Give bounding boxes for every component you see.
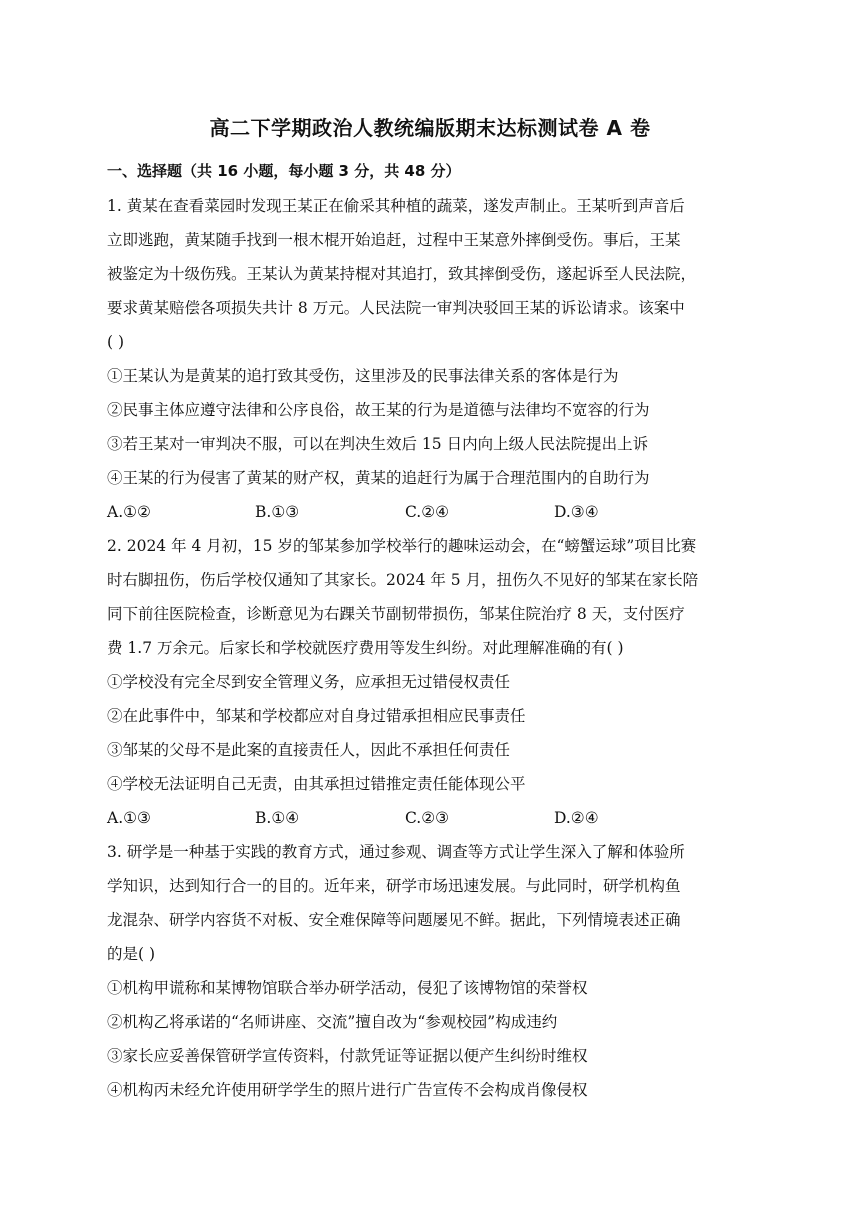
option-d: D.③④ [554, 503, 599, 521]
statement-1: ①王某认为是黄某的追打致其受伤，这里涉及的民事法律关系的客体是行为 [107, 367, 619, 385]
question-list [107, 189, 752, 1107]
answer-options [107, 801, 752, 835]
question-2 [107, 529, 752, 835]
statement-4: ④王某的行为侵害了黄某的财产权，黄某的追赶行为属于合理范围内的自助行为 [107, 469, 650, 487]
question-stem-line: 学知识，达到知行合一的目的。近年来，研学市场迅速发展。与此同时，研学机构鱼 [107, 877, 681, 895]
page-title: 高二下学期政治人教统编版期末达标测试卷 A 卷 [209, 116, 651, 140]
option-c: C.②④ [405, 503, 450, 521]
answer-blank: ( ) [107, 333, 125, 351]
statement-4: ④机构丙未经允许使用研学学生的照片进行广告宣传不会构成肖像侵权 [107, 1081, 588, 1099]
question-stem-line: 被鉴定为十级伤残。王某认为黄某持棍对其追打，致其摔倒受伤，遂起诉至人民法院， [107, 265, 697, 283]
statement-3: ③若王某对一审判决不服，可以在判决生效后 15 日内向上级人民法院提出上诉 [107, 435, 649, 453]
option-b: B.①③ [255, 503, 300, 521]
question-3 [107, 835, 752, 1107]
question-stem-line: 时右脚扭伤，伤后学校仅通知了其家长。2024 年 5 月，扭伤久不见好的邹某在家长陪 [107, 571, 699, 589]
question-stem-line: 龙混杂、研学内容货不对板、安全难保障等问题屡见不鲜。据此，下列情境表述正确 [107, 911, 681, 929]
option-c: C.②③ [405, 809, 450, 827]
question-1 [107, 189, 752, 529]
question-stem-line: 要求黄某赔偿各项损失共计 8 万元。人民法院一审判决驳回王某的诉讼请求。该案中 [107, 299, 685, 317]
statement-2: ②机构乙将承诺的“名师讲座、交流”擅自改为“参观校园”构成违约 [107, 1013, 558, 1031]
statement-3: ③家长应妥善保管研学宣传资料，付款凭证等证据以便产生纠纷时维权 [107, 1047, 588, 1065]
statement-2: ②在此事件中，邹某和学校都应对自身过错承担相应民事责任 [107, 707, 526, 725]
question-stem-line: 2. 2024 年 4 月初，15 岁的邹某参加学校举行的趣味运动会，在“螃蟹运球”项目比赛 [107, 537, 697, 555]
question-stem-line: 的是( ) [107, 945, 156, 963]
question-stem-line: 同下前往医院检查，诊断意见为右踝关节副韧带损伤，邹某住院治疗 8 天，支付医疗 [107, 605, 685, 623]
option-d: D.②④ [554, 809, 599, 827]
option-a: A.①③ [107, 809, 151, 827]
option-a: A.①② [107, 503, 151, 521]
answer-options [107, 495, 752, 529]
statement-1: ①机构甲谎称和某博物馆联合举办研学活动，侵犯了该博物馆的荣誉权 [107, 979, 588, 997]
statement-1: ①学校没有完全尽到安全管理义务，应承担无过错侵权责任 [107, 673, 511, 691]
statement-3: ③邹某的父母不是此案的直接责任人，因此不承担任何责任 [107, 741, 511, 759]
question-stem-line: 1. 黄某在查看菜园时发现王某正在偷采其种植的蔬菜，遂发声制止。王某听到声音后 [107, 197, 685, 215]
option-b: B.①④ [255, 809, 300, 827]
question-stem-line: 3. 研学是一种基于实践的教育方式，通过参观、调查等方式让学生深入了解和体验所 [107, 843, 685, 861]
question-stem-line: 费 1.7 万余元。后家长和学校就医疗费用等发生纠纷。对此理解准确的有( ) [107, 639, 624, 657]
section-heading: 一、选择题（共 16 小题，每小题 3 分，共 48 分） [107, 162, 461, 180]
question-stem-line: 立即逃跑，黄某随手找到一根木棍开始追赶，过程中王某意外摔倒受伤。事后，王某 [107, 231, 681, 249]
statement-2: ②民事主体应遵守法律和公序良俗，故王某的行为是道德与法律均不宽容的行为 [107, 401, 650, 419]
statement-4: ④学校无法证明自己无责，由其承担过错推定责任能体现公平 [107, 775, 526, 793]
